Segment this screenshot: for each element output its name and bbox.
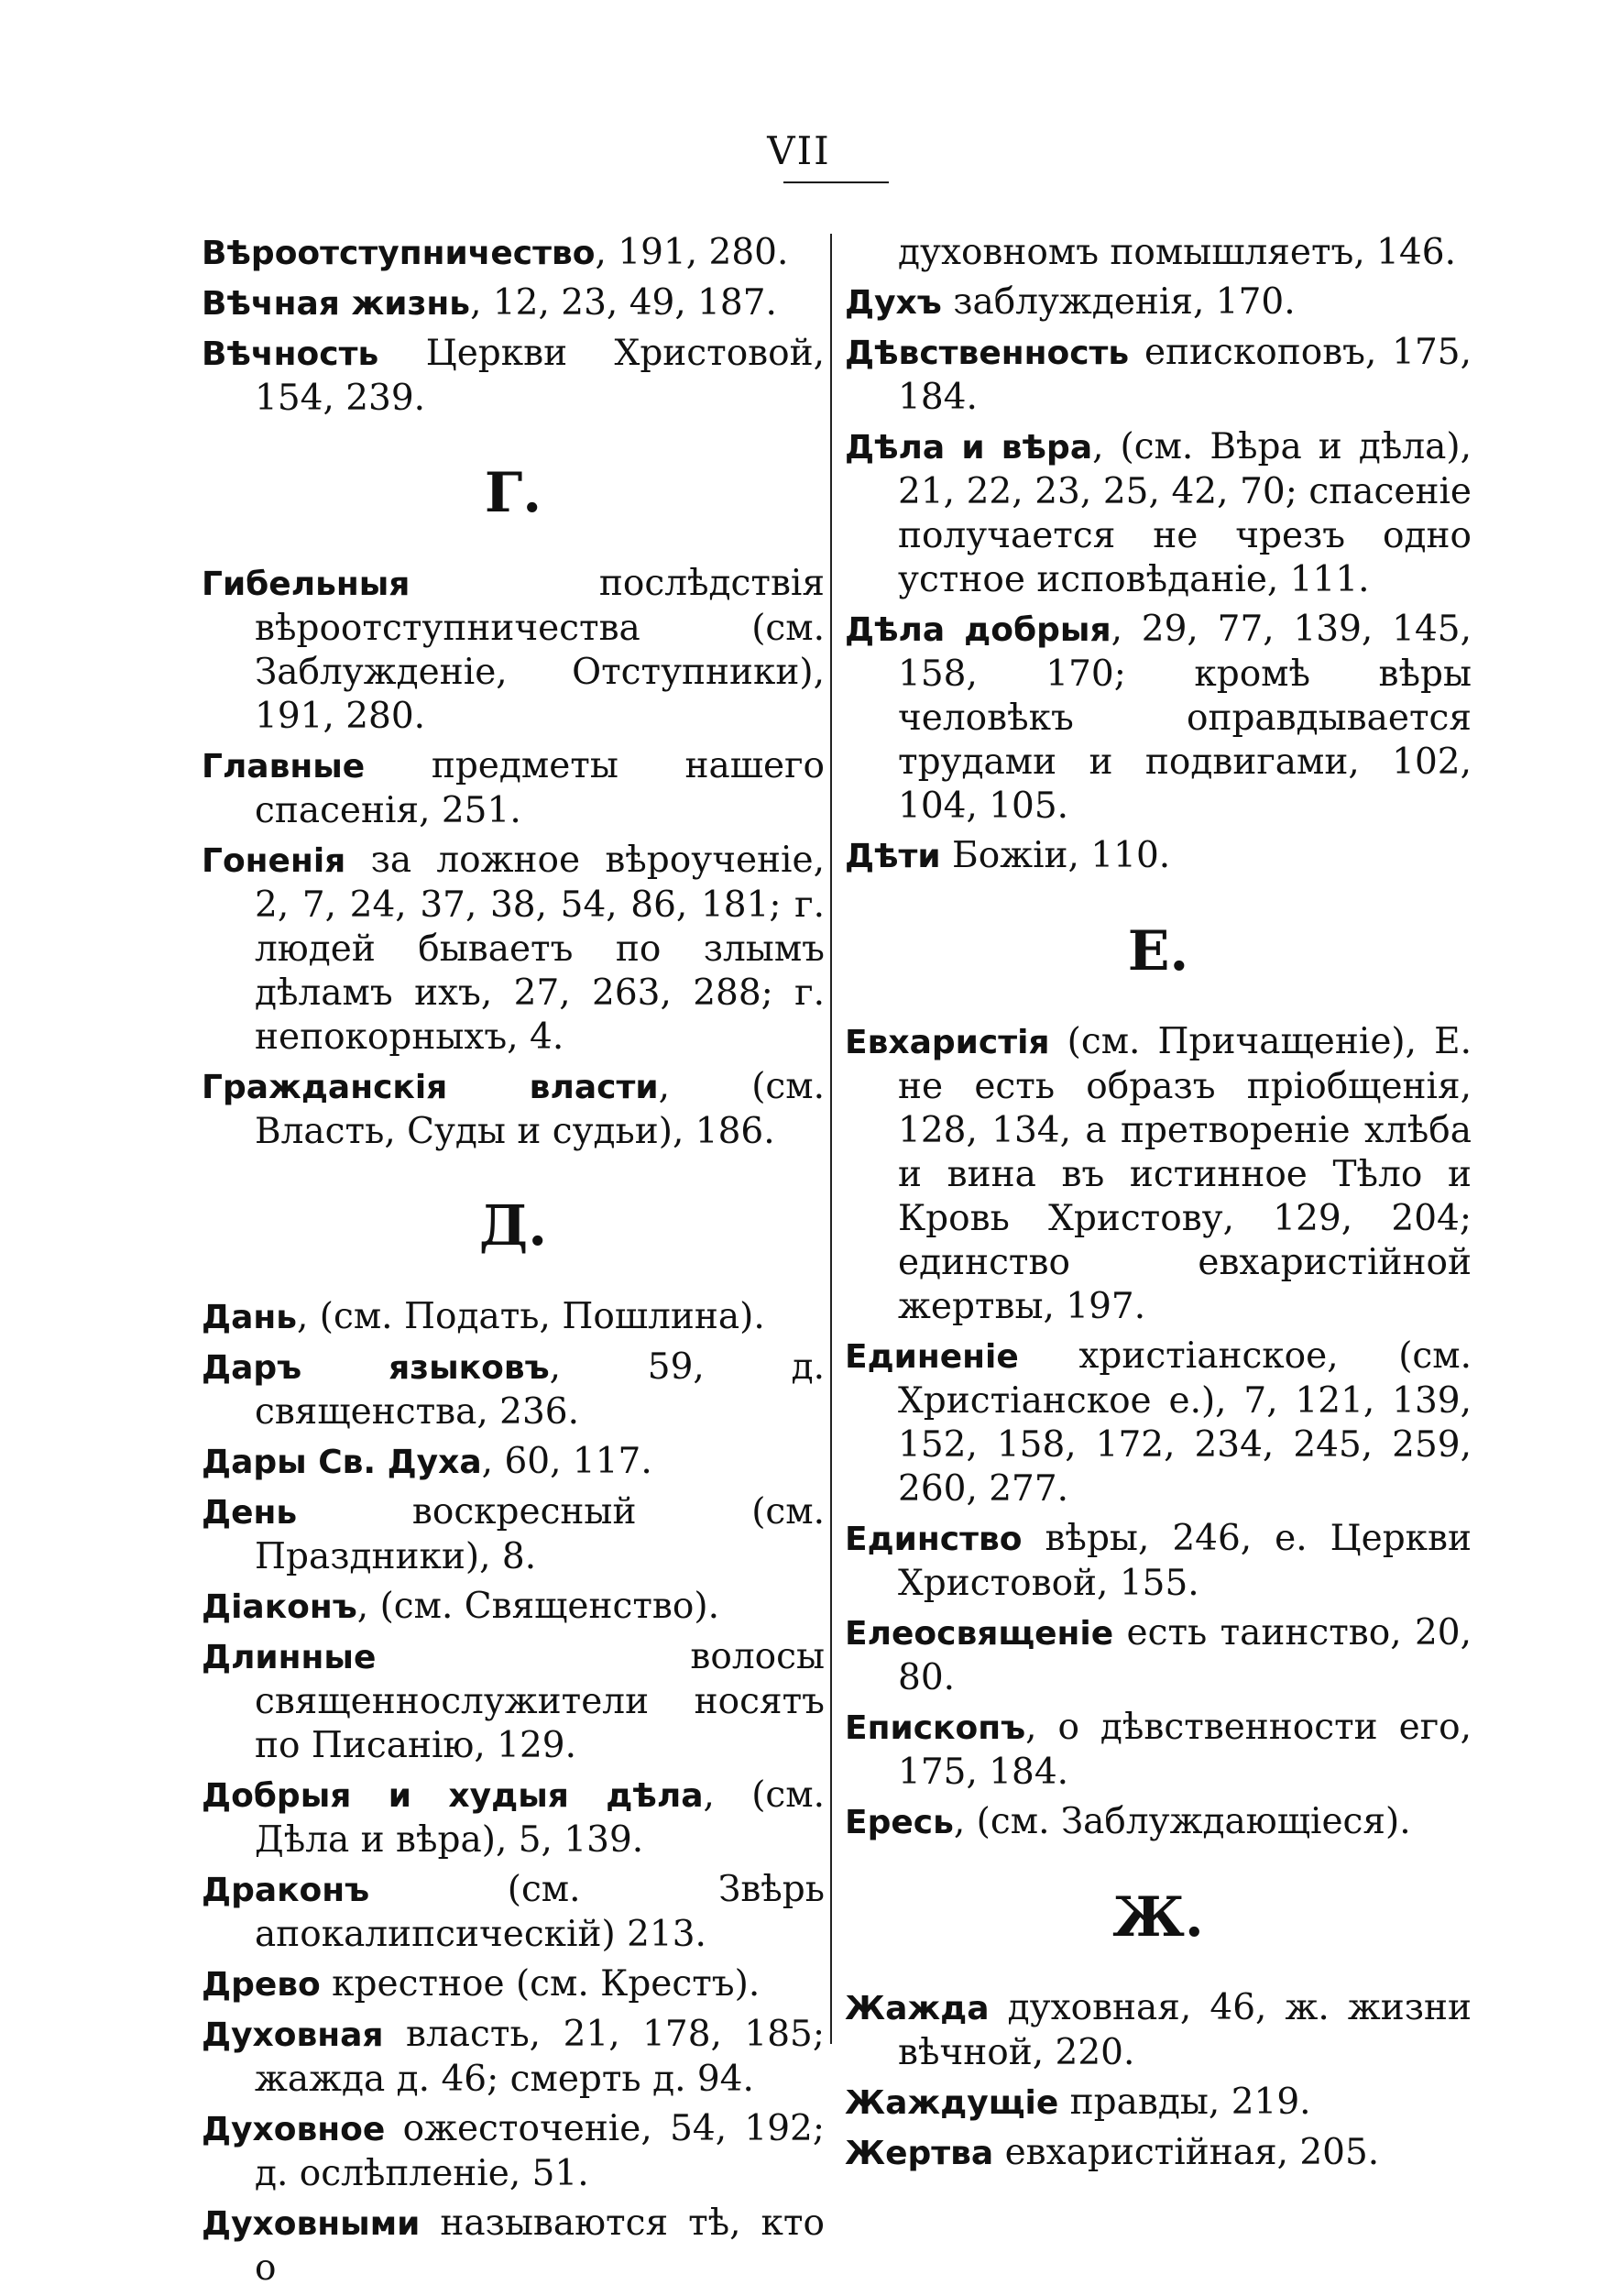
index-entry	[202, 2107, 825, 2196]
entry-refs: волосы священнослужители носятъ по Писанію, 129.	[255, 1636, 825, 1766]
entry-term: Дѣвственность	[845, 335, 1130, 372]
index-entry	[202, 2013, 825, 2102]
index-entry	[202, 1490, 825, 1579]
index-entry	[202, 839, 825, 1060]
entry-term: Дары Св. Духа	[202, 1444, 482, 1481]
index-entry	[845, 1611, 1472, 1700]
entry-term: Духовная	[202, 2016, 384, 2054]
entry-refs: , 59, д. священства, 236.	[255, 1346, 825, 1433]
entry-refs: евхаристійная, 205.	[993, 2132, 1380, 2173]
entry-term: Дѣла добрыя	[845, 611, 1111, 649]
entry-refs: воскресный (см. Праздники), 8.	[255, 1491, 825, 1577]
entry-term: Длинные	[202, 1639, 377, 1676]
column-divider	[830, 234, 832, 2044]
index-entry	[845, 1517, 1472, 1606]
entry-term: Единство	[845, 1521, 1023, 1558]
entry-refs: , (см. Вѣра и дѣла), 21, 22, 23, 25, 42, 70; спасеніе получается не чрезъ одно устное исповѣданіе, 111.	[898, 426, 1472, 600]
entry-refs: , (см. Заблуждающіеся).	[953, 1801, 1411, 1842]
entry-term: Елеосвященіе	[845, 1615, 1114, 1653]
entry-term: Вѣроотступничество	[202, 235, 596, 272]
index-entry	[202, 1346, 825, 1434]
index-group-g	[202, 562, 825, 1154]
entry-term: Епископъ	[845, 1709, 1026, 1747]
entry-term: Духовное	[202, 2111, 386, 2148]
entry-refs: послѣдствія вѣроотступничества (см. Заблужденіе, Отступники), 191, 280.	[255, 563, 825, 737]
entry-term: Жертва	[845, 2135, 994, 2172]
index-entry	[202, 281, 825, 326]
entry-term: Главные	[202, 748, 366, 785]
entry-term: Гибельныя	[202, 566, 410, 603]
index-entry	[202, 1774, 825, 1862]
entry-refs: крестное (см. Крестъ).	[320, 1963, 761, 2005]
index-entry	[202, 1868, 825, 1957]
index-group-d-cont	[845, 280, 1472, 879]
index-entry	[845, 1335, 1472, 1511]
entry-term: Единеніе	[845, 1338, 1019, 1376]
entry-term: Драконъ	[202, 1872, 370, 1909]
entry-refs: есть таинство, 20, 80.	[898, 1612, 1472, 1698]
entry-term: Ересь	[845, 1804, 954, 1841]
entry-term: Добрыя и худыя дѣла	[202, 1777, 704, 1815]
entry-refs: , 60, 117.	[481, 1441, 652, 1482]
entry-refs: , (см. Власть, Суды и судьи), 186.	[255, 1066, 825, 1152]
index-entry	[202, 562, 825, 739]
entry-refs: называются тѣ, кто о	[255, 2203, 825, 2289]
entry-term: Даръ языковъ	[202, 1349, 550, 1387]
page-number: VII	[767, 128, 831, 173]
index-group-d	[202, 1295, 825, 2291]
entry-refs: (см. Причащеніе), Е. не есть образъ пріобщенія, 128, 134, а претвореніе хлѣба и вина въ истинное Тѣло и Кровь Христову, 129, 204; единство евхаристійной жертвы, 197.	[898, 1021, 1472, 1327]
entry-refs: (см. Звѣрь апокалипсическій) 213.	[255, 1869, 825, 1955]
index-entry	[845, 331, 1472, 420]
section-letter-d: Д.	[478, 1194, 548, 1258]
index-group-e	[845, 1020, 1472, 1845]
entry-term: Жажда	[845, 1990, 990, 2027]
entry-term: Дѣти	[845, 838, 941, 875]
index-entry	[202, 1635, 825, 1768]
index-entry	[202, 1065, 825, 1154]
entry-refs: ожесточеніе, 54, 192; д. ослѣпленіе, 51.	[255, 2108, 825, 2194]
index-entry	[845, 1020, 1472, 1329]
entry-continuation: духовномъ помышляетъ, 146.	[898, 232, 1456, 273]
index-entry	[845, 1986, 1472, 2075]
entry-term: Вѣчность	[202, 335, 379, 373]
entry-term: День	[202, 1494, 298, 1532]
entry-refs: за ложное вѣроученіе, 2, 7, 24, 37, 38, 54, 86, 181; г. людей бываетъ по злымъ дѣламъ ихъ, 27, 263, 288; г. непокорныхъ, 4.	[255, 840, 825, 1058]
index-entry	[845, 608, 1472, 829]
index-group-v	[202, 231, 825, 421]
entry-refs: , (см. Подать, Пошлина).	[297, 1296, 765, 1337]
index-entry	[845, 2131, 1472, 2176]
entry-refs: , (см. Священство).	[356, 1586, 719, 1627]
entry-refs: вѣры, 246, е. Церкви Христовой, 155.	[898, 1518, 1472, 1604]
entry-refs: правды, 219.	[1058, 2082, 1311, 2123]
index-entry	[202, 1585, 825, 1630]
entry-refs: , 12, 23, 49, 187.	[470, 282, 777, 324]
entry-term: Древо	[202, 1966, 321, 2004]
entry-term: Діаконъ	[202, 1588, 357, 1626]
index-entry	[202, 1295, 825, 1340]
index-entry	[845, 1706, 1472, 1795]
entry-refs: Церкви Христовой, 154, 239.	[255, 333, 825, 419]
page-number-rule	[783, 181, 889, 183]
entry-term: Гоненія	[202, 842, 346, 880]
entry-refs: , о дѣвственности его, 175, 184.	[898, 1707, 1472, 1793]
entry-term: Дѣла и вѣра	[845, 429, 1093, 467]
entry-term: Дань	[202, 1299, 297, 1336]
index-entry	[845, 425, 1472, 602]
entry-term: Гражданскія власти	[202, 1069, 659, 1106]
entry-refs: , (см. Дѣла и вѣра), 5, 139.	[255, 1774, 825, 1861]
entry-term: Евхаристія	[845, 1024, 1050, 1061]
entry-refs: христіанское, (см. Христіанское е.), 7, 121, 139, 152, 158, 172, 234, 245, 259, 260, 277.	[898, 1335, 1472, 1510]
index-entry	[845, 2081, 1472, 2126]
index-entry	[202, 1440, 825, 1485]
section-letter-g: Г.	[484, 461, 542, 525]
entry-refs: , 191, 280.	[595, 232, 789, 273]
index-entry	[845, 1800, 1472, 1845]
entry-term: Духовными	[202, 2205, 421, 2243]
index-entry	[202, 2202, 825, 2291]
entry-term: Вѣчная жизнь	[202, 285, 471, 323]
index-entry	[845, 280, 1472, 325]
index-entry	[202, 332, 825, 421]
right-column	[845, 231, 1472, 2181]
index-entry	[202, 231, 825, 276]
left-column	[202, 231, 825, 2296]
entry-refs: духовная, 46, ж. жизни вѣчной, 220.	[898, 1987, 1472, 2073]
index-entry	[202, 1962, 825, 2007]
section-letter-zh: Ж.	[1112, 1885, 1204, 1950]
entry-refs: заблужденія, 170.	[941, 281, 1296, 323]
entry-refs: , 29, 77, 139, 145, 158, 170; кромѣ вѣры человѣкъ оправдывается трудами и подвигами, 102, 104, 105.	[898, 609, 1472, 827]
index-entry	[845, 834, 1472, 879]
entry-refs: предметы нашего спасенія, 251.	[255, 745, 825, 831]
entry-term: Жаждущіе	[845, 2084, 1059, 2122]
section-letter-e: Е.	[1127, 919, 1189, 983]
entry-refs: епископовъ, 175, 184.	[898, 332, 1472, 418]
entry-refs: власть, 21, 178, 185; жажда д. 46; смерть д. 94.	[255, 2014, 825, 2100]
index-group-zh	[845, 1986, 1472, 2176]
entry-term: Духъ	[845, 284, 942, 322]
index-entry	[202, 744, 825, 833]
entry-refs: Божіи, 110.	[940, 835, 1171, 876]
